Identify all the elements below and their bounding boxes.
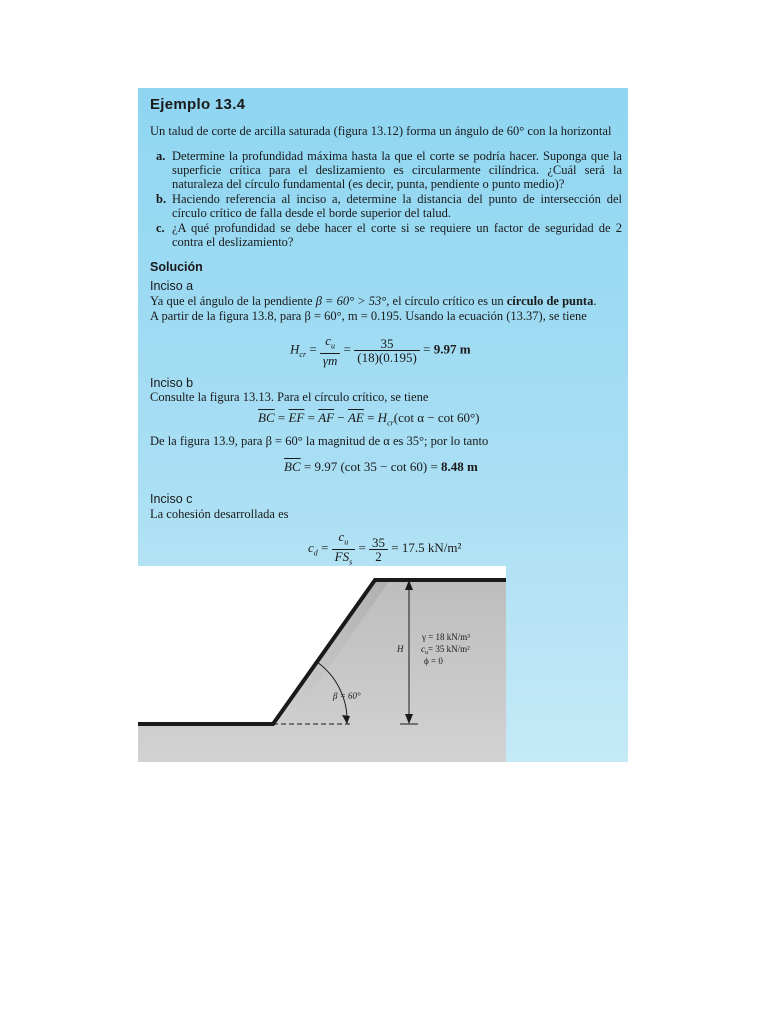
item-a-label: a. (156, 149, 166, 163)
eq-hcr-f1-den: γm (322, 352, 338, 368)
eq-cd-f2-num: 35 (369, 536, 388, 550)
equation-bc-result (284, 459, 478, 475)
solution-heading: Solución (150, 260, 203, 274)
equation-cd: $c_d$ = $\frac{c_u}{FS_s}$ = $\frac{35}{2}$ = 17.5 kN/m² (308, 529, 462, 567)
eq-bc-rhs: (cot α − cot 60°) (393, 410, 480, 425)
eq-hcr-frac2 (354, 337, 420, 364)
part-a-line1-math: β = 60° > 53° (315, 294, 387, 308)
item-b-text: Haciendo referencia al inciso a, determine la distancia del punto de intersección del círculo crítico de falla desde el borde superior del talud. (172, 192, 622, 220)
cohesion-sub: u (425, 650, 428, 656)
example-intro: Un talud de corte de arcilla saturada (figura 13.12) forma un ángulo de 60° con la horizontal (150, 124, 612, 138)
eq-cd-frac2 (369, 536, 388, 563)
eq-bc-ae: $\overline{AE}$ (347, 410, 364, 425)
cohesion-value: = 35 kN/m² (428, 644, 470, 654)
eq-cd-lhs: c (308, 540, 314, 556)
eq-bc2-bc: $\overline{BC}$ (284, 459, 301, 474)
part-b-line2: De la figura 13.9, para β = 60° la magnitud de α es 35°; por lo tanto (150, 434, 489, 448)
eq-bc2-mid: = 9.97 (cot 35 − cot 60) = (303, 459, 438, 474)
item-b (150, 192, 622, 220)
item-a (150, 149, 622, 191)
eq-bc-h: H (377, 410, 388, 425)
item-a-text: Determine la profundidad máxima hasta la que el corte se podría hacer. Suponga que la superficie crítica para el deslizamiento es circularmente cilíndrica. ¿Cuál será la naturaleza del círculo fundamental (es decir, punta, pendiente o punto medio)? (172, 149, 622, 191)
example-panel (138, 88, 628, 762)
item-c (150, 221, 622, 249)
part-a-line2: A partir de la figura 13.8, para β = 60°, m = 0.195. Usando la ecuación (13.37), se tiene (150, 309, 587, 323)
beta-label: β = 60° (333, 691, 361, 701)
height-label: H (397, 644, 404, 654)
item-b-label: b. (156, 192, 167, 206)
part-c-label: Inciso c (150, 492, 193, 506)
part-a-line1-bold: círculo de punta (506, 294, 594, 308)
part-a-line1-pre: Ya que el ángulo de la pendiente (150, 294, 316, 308)
eq-cd-f2-den: 2 (375, 548, 382, 564)
part-b-line1: Consulte la figura 13.13. Para el círculo crítico, se tiene (150, 390, 429, 404)
part-a-label: Inciso a (150, 279, 194, 293)
eq-bc-h-sub: cr (387, 418, 394, 428)
eq-bc-ef: $\overline{EF}$ (288, 410, 305, 425)
eq-cd-lhs-sub: d (313, 548, 318, 558)
eq-cd-frac1 (332, 530, 356, 568)
part-b-label: Inciso b (150, 376, 194, 390)
eq-hcr-f2-den: (18)(0.195) (357, 349, 417, 365)
item-c-text: ¿A qué profundidad se debe hacer el corte si se requiere un factor de seguridad de 2 contra el deslizamiento? (172, 221, 622, 249)
part-c-line1: La cohesión desarrollada es (150, 507, 289, 521)
phi-label: ϕ = 0 (424, 656, 443, 666)
eq-cd-result: = 17.5 kN/m² (391, 540, 462, 556)
equation-hcr: $H_{cr}$ = $\frac{c_u}{\gamma m}$ = $\frac{35}{(18)(0.195)}$ = 9.97 m (290, 333, 471, 368)
slope-diagram (138, 566, 506, 762)
slope-figure (138, 566, 506, 762)
eq-cd-f1-num: c (338, 529, 345, 544)
eq-hcr-f2-num: 35 (354, 337, 420, 351)
cohesion-symbol: c (421, 644, 425, 654)
eq-cd-f1-num-sub: u (344, 537, 349, 547)
eq-cd-f1-den: FS (334, 548, 350, 564)
item-c-label: c. (156, 221, 165, 235)
part-a-line1 (150, 294, 596, 309)
eq-hcr-f1-num: c (325, 333, 332, 348)
eq-cd-f1-den-sub: s (349, 557, 353, 567)
eq-hcr-f1-num-sub: u (331, 341, 336, 351)
example-title: Ejemplo 13.4 (150, 96, 246, 113)
eq-hcr-lhs: H (290, 341, 300, 357)
eq-hcr-result: 9.97 m (433, 341, 471, 357)
eq-hcr-frac1 (320, 334, 341, 367)
equation-bc: $\overline{BC} = \overline{EF} = \overline{AF} - \overline{AE} = H_{cr}(\cot$ α − cot 60°) (258, 410, 480, 428)
part-a-line1-end: . (593, 294, 597, 308)
eq-hcr-lhs-sub: cr (299, 349, 307, 359)
part-a-line1-mid: , el círculo crítico es un (386, 294, 507, 308)
eq-bc2-result: 8.48 m (441, 459, 478, 474)
eq-bc-af: $\overline{AF}$ (318, 410, 335, 425)
eq-bc-bc: $\overline{BC}$ (258, 410, 275, 425)
gamma-label: γ = 18 kN/m³ (422, 632, 471, 642)
